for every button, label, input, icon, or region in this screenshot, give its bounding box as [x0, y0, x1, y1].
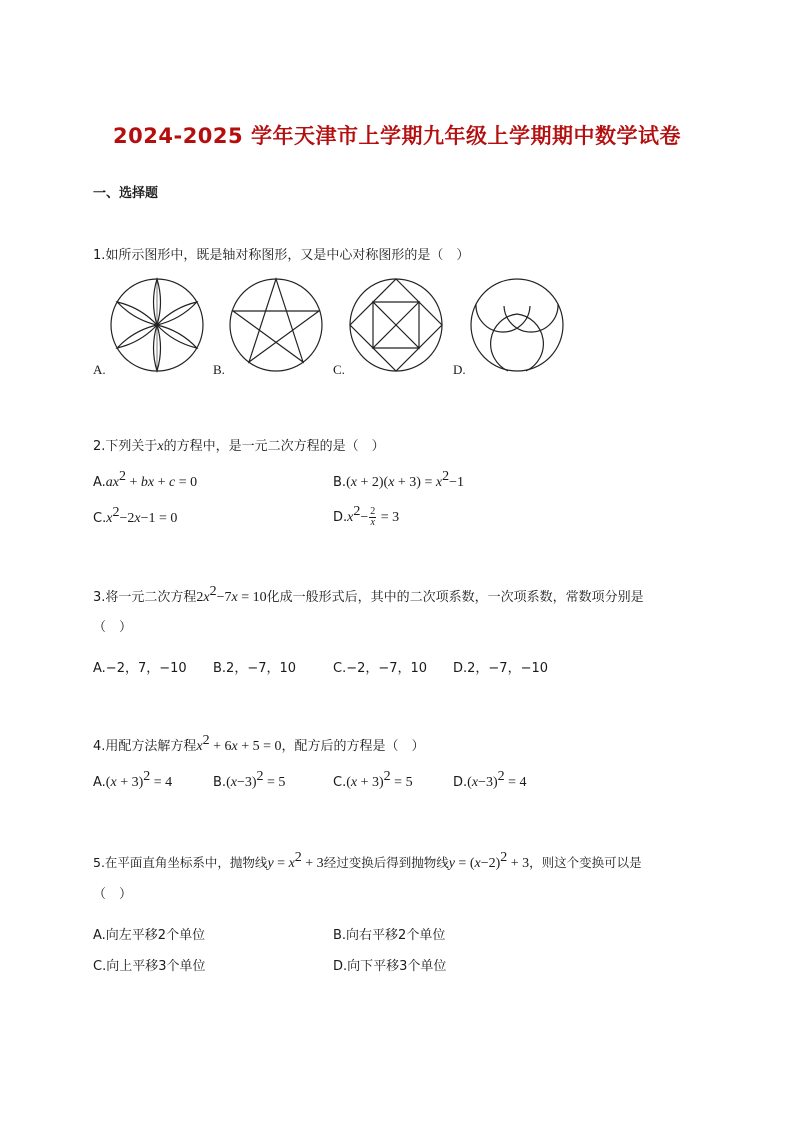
- figure-c: [347, 276, 445, 374]
- question-4-option-a[interactable]: $A.(x + 3)^2 = 4$: [93, 769, 173, 790]
- question-3-option-c[interactable]: C.−2，−7，10: [333, 661, 428, 676]
- question-2-option-d[interactable]: $D.x^2-$ $\frac{2}{x}$ = 3: [333, 504, 400, 528]
- question-4-text: 4.用配方法解方程$x^2 + 6x + 5 = 0$，配方后的方程是（ ）: [93, 733, 425, 754]
- question-3-option-b[interactable]: B.2，−7，10: [213, 661, 297, 676]
- question-3-option-a[interactable]: A.−2，7，−10: [93, 661, 187, 676]
- circle-pinwheel-square-icon: [350, 279, 442, 371]
- question-3-bracket: （ ）: [93, 620, 133, 635]
- figure-d-label: D.: [453, 362, 466, 377]
- circle-pentagram-icon: [230, 279, 322, 371]
- figure-a: [108, 276, 206, 374]
- question-3-text: 3.将一元二次方程$2x^2-7x = 10$化成一般形式后，其中的二次项系数，一次项系数，常数项分别是: [93, 584, 644, 605]
- question-3-option-d[interactable]: D.2，−7，−10: [453, 661, 549, 676]
- question-4-option-c[interactable]: $C.(x + 3)^2 = 5$: [333, 769, 413, 790]
- question-2-option-a[interactable]: $A.ax^2$ + bx + c = 0: [93, 469, 198, 490]
- question-1-text: 1.如所示图形中，既是轴对称图形，又是中心对称图形的是（ ）: [93, 248, 470, 263]
- question-2-option-b[interactable]: $B.(x + 2)(x + 3) = x^2-1$: [333, 469, 464, 490]
- question-2-option-c[interactable]: $C.x^2-2x-1 = 0$: [93, 505, 178, 526]
- question-4-option-d[interactable]: $D.(x-3)^2 = 4$: [453, 769, 527, 790]
- figure-b-label: B.: [213, 362, 225, 377]
- section-heading: 一、选择题: [93, 186, 159, 201]
- figure-d: [468, 276, 566, 374]
- question-2-text: 2.下列关于x的方程中，是一元二次方程的是（ ）: [93, 439, 385, 454]
- question-5-option-c[interactable]: C.向上平移3个单位: [93, 959, 206, 974]
- question-5-option-d[interactable]: D.向下平移3个单位: [333, 959, 447, 974]
- figure-b: [227, 276, 325, 374]
- figure-a-label: A.: [93, 362, 106, 377]
- question-4-option-b[interactable]: $B.(x-3)^2 = 5$: [213, 769, 286, 790]
- figure-c-label: C.: [333, 362, 345, 377]
- question-5-option-a[interactable]: A.向左平移2个单位: [93, 928, 206, 943]
- question-5-bracket: （ ）: [93, 887, 133, 902]
- question-5-text: 5.在平面直角坐标系中，抛物线$y = x^2 + 3$经过变换后得到抛物线$y = (x-2)^2 + 3$，则这个变换可以是: [93, 850, 642, 871]
- circle-three-arcs-icon: [471, 279, 563, 371]
- question-5-option-b[interactable]: B.向右平移2个单位: [333, 928, 446, 943]
- circle-six-petal-icon: [111, 279, 203, 371]
- page-title: 2024-2025 学年天津市上学期九年级上学期期中数学试卷: [113, 124, 681, 148]
